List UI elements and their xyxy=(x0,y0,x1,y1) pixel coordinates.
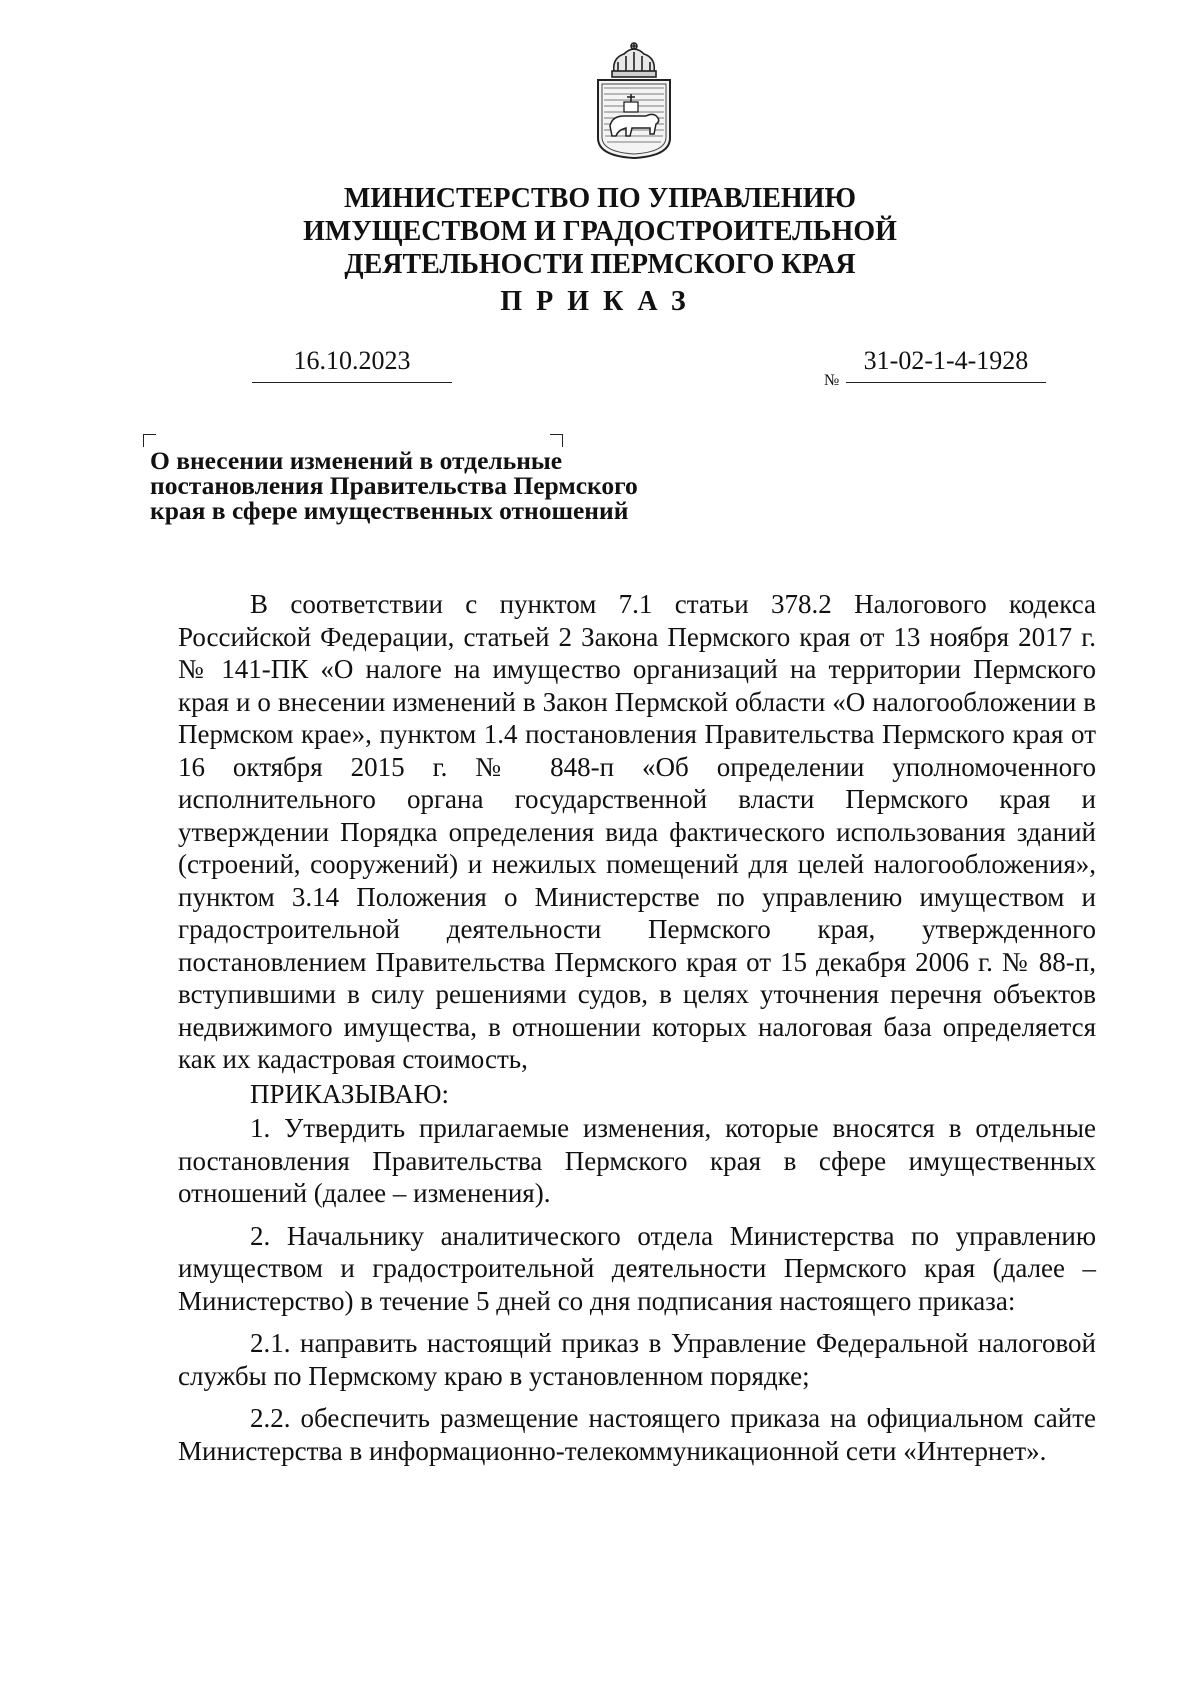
ministry-name-line: ДЕЯТЕЛЬНОСТИ ПЕРМСКОГО КРАЯ xyxy=(344,249,856,280)
number-sign: № xyxy=(824,372,840,389)
order-word: ПРИКАЗЫВАЮ: xyxy=(250,1078,449,1109)
document-subject xyxy=(150,448,710,523)
number-underline xyxy=(846,382,1046,383)
perm-krai-coat-of-arms-icon xyxy=(588,38,680,162)
document-number-field xyxy=(846,346,1046,383)
item-paragraph-1: 1. Утвердить прилагаемые изменения, которые вносятся в отдельные постановления Правительства Пермского края в сфере имущественных отношений (далее – изменения). xyxy=(178,1113,1096,1208)
document-date: 16.10.2023 xyxy=(293,346,411,375)
subject-line: О внесении изменений в отдельные xyxy=(150,446,563,475)
document-number: 31-02-1-4-1928 xyxy=(863,346,1029,375)
ministry-name xyxy=(230,182,970,281)
document-type-title: ПРИКАЗ xyxy=(500,286,700,317)
ministry-name-line: ИМУЩЕСТВОМ И ГРАДОСТРОИТЕЛЬНОЙ xyxy=(303,216,897,247)
ministry-name-line: МИНИСТЕРСТВО ПО УПРАВЛЕНИЮ xyxy=(344,183,856,214)
subject-line: края в сфере имущественных отношений xyxy=(150,496,629,525)
subject-line: постановления Правительства Пермского xyxy=(150,471,638,500)
document-body xyxy=(178,588,1096,1467)
date-underline xyxy=(252,382,452,383)
item-paragraph-2: 2. Начальнику аналитического отдела Министерства по управлению имуществом и градостроительной деятельности Пермского края (далее – Министерство) в течение 5 дней со дня подписания настоящего приказа: xyxy=(178,1220,1096,1316)
document-date-field xyxy=(252,346,452,383)
item-paragraph-2-2: 2.2. обеспечить размещение настоящего приказа на официальном сайте Министерства в информационно-телекоммуникационной сети «Интернет». xyxy=(178,1403,1096,1466)
item-paragraph-2-1: 2.1. направить настоящий приказ в Управление Федеральной налоговой службы по Пермскому краю в установленном порядке; xyxy=(178,1328,1096,1391)
preamble-paragraph: В соответствии с пунктом 7.1 статьи 378.2 Налогового кодекса Российской Федерации, статьей 2 Закона Пермского края от 13 ноября 2017 г. № 141-ПК «О налоге на имущество организаций на территории Пермского края и о внесении изменений в Закон Пермской области «О налогообложении в Пермском крае», пунктом 1.4 постановления Правительства Пермского края от 16 октября 2015 г. № 848-п «Об определении уполномоченного исполнительного органа государственной власти Пермского края и утверждении Порядка определения вида фактического использования зданий (строений, сооружений) и нежилых помещений для целей налогообложения», пунктом 3.14 Положения о Министерстве по управлению имуществом и градостроительной деятельности Пермского края, утвержденного постановлением Правительства Пермского края от 15 декабря 2006 г. № 88-п, вступившими в силу решениями судов, в целях уточнения перечня объектов недвижимого имущества, в отношении которых налоговая база определяется как их кадастровая стоимость, xyxy=(178,589,1096,1074)
